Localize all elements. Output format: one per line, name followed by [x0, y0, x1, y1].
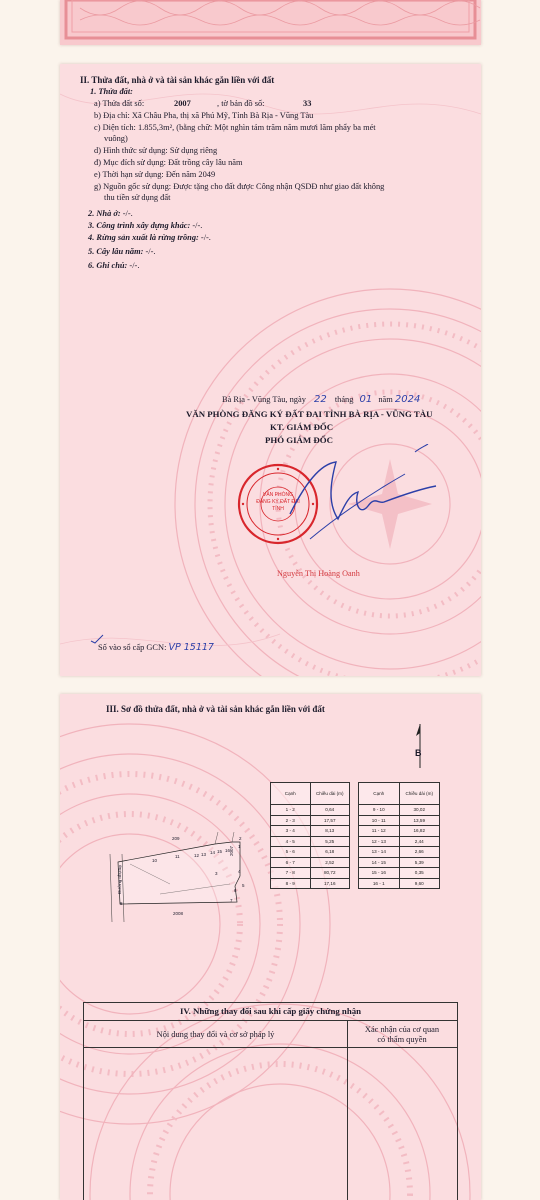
plot-point-label: 7 — [230, 898, 233, 903]
table-row — [359, 847, 440, 858]
check-mark-icon — [90, 634, 104, 644]
neighbor-209: 209 — [172, 836, 180, 841]
issue-year: 2024 — [394, 394, 421, 405]
registry-value: VP 15117 — [168, 642, 214, 653]
usage-purpose: đ) Mục đích sử dụng: Đất trồng cây lâu năm — [94, 158, 243, 167]
table-row — [359, 878, 440, 889]
edge-cell: 2 - 3 — [271, 815, 311, 826]
usage-term: e) Thời hạn sử dụng: Đến năm 2049 — [94, 170, 216, 179]
length-cell: 2,44 — [399, 836, 440, 847]
table-row — [271, 847, 350, 858]
plot-point-label: 2 — [239, 836, 242, 841]
length-cell: 8,13 — [310, 826, 350, 837]
length-cell: 2,52 — [310, 857, 350, 868]
length-cell: 9,60 — [399, 878, 440, 889]
length-cell: 0,35 — [399, 868, 440, 879]
area-line-2: vuông) — [104, 134, 128, 143]
length-cell: 2,66 — [399, 847, 440, 858]
address: b) Địa chỉ: Xã Châu Pha, thị xã Phú Mỹ, Tỉnh Bà Rịa - Vũng Tàu — [94, 111, 314, 120]
edge-cell: 16 - 1 — [359, 878, 400, 889]
issue-date: Bà Rịa - Vũng Tàu, ngày 22 tháng 01 năm 2024 — [222, 394, 421, 405]
registry-number: Số vào sổ cấp GCN: VP 15117 — [98, 642, 214, 653]
seal-text: VĂN PHÒNG ĐĂNG KÝ ĐẤT ĐAI TỈNH — [256, 492, 300, 512]
plot-point-label: 4 — [238, 869, 241, 874]
length-cell: 16,82 — [399, 826, 440, 837]
edge-cell: 8 - 9 — [271, 878, 311, 889]
edge-cell: 15 - 16 — [359, 868, 400, 879]
segment-table-right — [358, 782, 440, 889]
issue-month: 01 — [359, 394, 373, 405]
handwritten-signature — [250, 444, 440, 554]
header-edge: Cạnh — [359, 783, 400, 805]
construction-item: 3. Công trình xây dựng khác: -/-. — [88, 221, 203, 230]
certificate-top-page — [60, 0, 481, 45]
segment-table-left — [270, 782, 350, 889]
house-item: 2. Nhà ở: -/-. — [88, 209, 133, 218]
length-cell: 13,59 — [399, 815, 440, 826]
length-cell: 30,02 — [399, 805, 440, 816]
thua-dat-heading: 1. Thửa đất: — [90, 87, 133, 96]
table-row — [359, 815, 440, 826]
neighbor-2008: 2008 — [173, 911, 184, 916]
plot-point-label: 3 — [215, 871, 218, 876]
edge-cell: 6 - 7 — [271, 857, 311, 868]
usage-origin-line-1: g) Nguồn gốc sử dụng: Được tặng cho đất được Công nhận QSDĐ như giao đất không — [94, 182, 385, 191]
issue-day: 22 — [314, 394, 327, 405]
length-cell: 5,39 — [399, 857, 440, 868]
length-cell: 6,18 — [310, 847, 350, 858]
length-cell: 17,16 — [310, 878, 350, 889]
section-iv-col-confirm: Xác nhận của cơ quan có thẩm quyền — [364, 1025, 440, 1044]
edge-cell: 3 - 4 — [271, 826, 311, 837]
plot-point-label: 1 — [238, 844, 241, 849]
usage-form: d) Hình thức sử dụng: Sử dụng riêng — [94, 146, 218, 155]
table-row — [359, 868, 440, 879]
table-row — [271, 815, 350, 826]
table-row — [359, 857, 440, 868]
length-cell: 80,72 — [310, 868, 350, 879]
table-row — [359, 826, 440, 837]
plot-number-2007: 2007 — [229, 845, 234, 856]
section-iv-table — [83, 1002, 458, 1200]
section-ii-page — [60, 64, 481, 676]
plot-point-label: 11 — [175, 854, 180, 859]
length-cell: 5,25 — [310, 836, 350, 847]
edge-cell: 9 - 10 — [359, 805, 400, 816]
section-iii-title: III. Sơ đồ thửa đất, nhà ở và tài sản khác gắn liền với đất — [106, 704, 325, 714]
plot-point-label: 8 — [120, 901, 123, 906]
section-iv-col-content: Nội dung thay đổi và cơ sở pháp lý — [156, 1030, 275, 1039]
issuing-office: VĂN PHÒNG ĐĂNG KÝ ĐẤT ĐAI TỈNH BÀ RỊA - VŨNG TÀU — [186, 409, 433, 419]
plot-point-label: 5 — [242, 883, 245, 888]
section-ii-title: II. Thửa đất, nhà ở và tài sản khác gắn liền với đất — [80, 75, 275, 85]
north-arrow-icon — [409, 722, 431, 770]
edge-cell: 14 - 15 — [359, 857, 400, 868]
border-pattern — [60, 0, 481, 45]
plot-point-label: 16 — [225, 848, 231, 853]
edge-cell: 5 - 6 — [271, 847, 311, 858]
table-row — [359, 836, 440, 847]
north-label: B — [415, 748, 422, 758]
plot-point-label: 9 — [119, 864, 122, 869]
header-edge: Cạnh — [271, 783, 311, 805]
table-row — [271, 868, 350, 879]
plot-point-label: 13 — [201, 852, 207, 857]
perennial-item: 5. Cây lâu năm: -/-. — [88, 247, 156, 256]
section-iv-title: IV. Những thay đổi sau khi cấp giấy chứng nhận — [179, 1006, 362, 1016]
plot-point-label: 10 — [152, 858, 158, 863]
edge-cell: 11 - 12 — [359, 826, 400, 837]
note-item: 6. Ghi chú: -/-. — [88, 261, 140, 270]
plot-point-label: 14 — [210, 850, 216, 855]
edge-cell: 12 - 13 — [359, 836, 400, 847]
deputy-director: PHÓ GIÁM ĐỐC — [265, 435, 333, 445]
edge-cell: 1 - 2 — [271, 805, 311, 816]
plot-point-label: 12 — [194, 853, 200, 858]
edge-cell: 4 - 5 — [271, 836, 311, 847]
table-row — [359, 805, 440, 816]
header-length: Chiều dài (m) — [310, 783, 350, 805]
usage-origin-line-2: thu tiền sử dụng đất — [104, 193, 171, 202]
road-label: Đường nhựa — [117, 868, 122, 894]
section-iii-page — [60, 694, 481, 1200]
edge-cell: 13 - 14 — [359, 847, 400, 858]
kt-director: KT. GIÁM ĐỐC — [270, 422, 334, 432]
table-row — [271, 878, 350, 889]
edge-cell: 10 - 11 — [359, 815, 400, 826]
table-row — [271, 836, 350, 847]
header-length: Chiều dài (m) — [399, 783, 440, 805]
forest-item: 4. Rừng sản xuất là rừng trồng: -/-. — [88, 233, 211, 242]
length-cell: 0,64 — [310, 805, 350, 816]
area-line-1: c) Diện tích: 1.855,3m², (bằng chữ: Một nghìn tám trăm năm mươi lăm phẩy ba mét — [94, 123, 376, 132]
signer-name: Nguyễn Thị Hoàng Oanh — [277, 569, 360, 578]
plot-point-label: 15 — [217, 849, 223, 854]
plot-point-label: 6 — [234, 888, 237, 893]
plot-number: 2007 — [174, 99, 191, 108]
table-row — [271, 857, 350, 868]
plot-number-label: a) Thửa đất số: — [94, 99, 145, 108]
map-sheet-label: , tờ bản đồ số: — [217, 99, 265, 108]
table-row — [271, 805, 350, 816]
edge-cell: 7 - 8 — [271, 868, 311, 879]
map-sheet-number: 33 — [303, 99, 312, 108]
length-cell: 17,57 — [310, 815, 350, 826]
table-row — [271, 826, 350, 837]
